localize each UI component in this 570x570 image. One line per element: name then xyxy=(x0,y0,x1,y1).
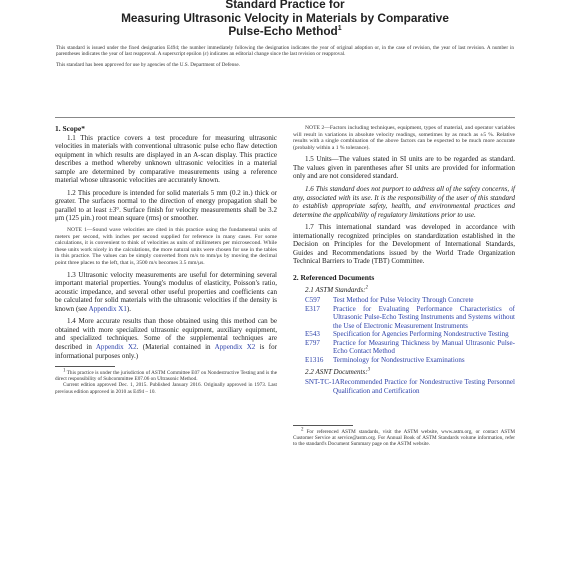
right-column xyxy=(293,125,515,448)
reference-item[interactable] xyxy=(305,296,515,305)
reference-title-link[interactable]: Recommended Practice for Nondestructive Testing Personnel Qualification and Certification xyxy=(333,377,515,395)
reference-title-link[interactable]: Test Method for Pulse Velocity Through Concrete xyxy=(333,296,474,305)
footnote-1-text: This practice is under the jurisdiction of ASTM Committee E07 on Nondestructive Testing and is the direct responsibility of Subcommittee E07.06 on Ultrasonic Method. xyxy=(55,370,277,383)
issuance-note: This standard is issued under the fixed designation E494; the number immediately following the designation indicates the year of original adoption or, in the case of revision, the year of last revision. A number in parentheses indicates the year of last reapproval. A superscript epsilon (ε) indicates an editorial change since the last revision or reapproval. xyxy=(56,44,514,58)
footnote-1 xyxy=(55,370,277,382)
title-footnote-mark: 1 xyxy=(337,25,342,33)
paragraph-1-2: 1.2 This procedure is intended for solid materials 5 mm (0.2 in.) thick or greater. The surfaces normal to the direction of energy propagation shall be parallel to at least ±3°. Surface finish for velocity measurements shall be 3.2 μm (125 μin.) root mean square (rms) or smoother. xyxy=(55,188,277,223)
reference-item[interactable] xyxy=(305,339,515,356)
reference-code-link[interactable]: E1316 xyxy=(305,355,324,364)
note-1: NOTE 1—Sound wave velocities are cited in this practice using the fundamental units of meters per second, with inches per second supplied for reference in many cases. For some calculations, it is convenient to think of velocities as units of millimeters per microsecond. While these units work nicely in the calculations, the more natural units were chosen for use in the tables in this practice. The values can be simply converted from m/s to mm/μs by moving the decimal point three places to the left, that is, 3500 m/s becomes 3.5 mm/μs. xyxy=(55,227,277,266)
scope-heading: 1. Scope* xyxy=(55,124,85,133)
reference-item[interactable] xyxy=(305,330,515,339)
asnt-documents-subheading xyxy=(305,368,515,377)
reference-title-link[interactable]: Practice for Measuring Thickness by Manual Ultrasonic Pulse-Echo Contact Method xyxy=(333,338,515,356)
asnt-reference-list xyxy=(293,378,515,395)
appendix-x1-link[interactable]: Appendix X1 xyxy=(88,304,127,313)
paragraph-1-4-text: 1.4 More accurate results than those obtained using this method can be obtained with more specialized ultrasonic equipment, auxiliary equipment, and specialized techniques. Some of the supplemental techniques are described in xyxy=(55,317,277,351)
paragraph-1-1: 1.1 This practice covers a test procedure for measuring ultrasonic velocities in materials with conventional ultrasonic pulse echo flaw detection equipment in which results are displayed in an A-scan display. This practice describes a method whereby unknown ultrasonic velocities in a material sample are determined by comparative measurements using a reference material whose ultrasonic velocities are accurately known. xyxy=(55,133,277,185)
reference-item[interactable] xyxy=(305,305,515,331)
footnote-2-mark: 2 xyxy=(301,427,304,433)
paragraph-1-3-text: 1.3 Ultrasonic velocity measurements are useful for determining several important material properties. Young's modulus of elasticity, Poisson's ratio, acoustic impedance, and several other useful properties and coefficients can be calculated for solid materials with the ultrasonic velocities if the density is known (see xyxy=(55,270,277,313)
astm-standards-subheading xyxy=(305,286,515,295)
footnote-2-text: For referenced ASTM standards, visit the ASTM website, www.astm.org, or contact ASTM Customer Service at service@astm.org. For Annual Book of ASTM Standards volume information, refer to the standard's Document Summary page on the ASTM website. xyxy=(293,429,516,448)
reference-code-link[interactable]: SNT-TC-1A xyxy=(305,377,340,386)
reference-item[interactable] xyxy=(305,378,515,395)
body-columns xyxy=(55,125,515,448)
paragraph-1-4-mid: . (Material contained in xyxy=(136,342,215,351)
appendix-x2-link[interactable]: Appendix X2 xyxy=(95,342,137,351)
reference-item[interactable] xyxy=(305,356,515,365)
note-2: NOTE 2—Factors including techniques, equipment, types of material, and operator variables will result in variations in absolute velocity readings, sometimes by as much as ±5 %. Relative results with a single combination of the above factors can be expected to be much more accurate (probably within a 1 % tolerance). xyxy=(293,125,515,151)
paragraph-1-4-end: is for informational purposes only.) xyxy=(55,342,277,360)
reference-code-link[interactable]: E543 xyxy=(305,330,320,339)
paragraph-1-5: 1.5 Units—The values stated in SI units are to be regarded as standard. The values given in parentheses after SI units are provided for information only and are not considered standard. xyxy=(293,155,515,181)
title-line-1: Standard Practice for xyxy=(225,0,345,11)
left-column xyxy=(55,125,277,448)
astm-footnote-mark: 2 xyxy=(365,286,368,292)
astm-reference-list xyxy=(293,296,515,364)
footnote-2 xyxy=(293,429,515,448)
paragraph-1-7: 1.7 This international standard was developed in accordance with internationally recognized principles on standardization established in the Decision on Principles for the Development of International Standards, Guides and Recommendations issued by the World Trade Organization Technical Barriers to Trade (TBT) Committee. xyxy=(293,223,515,266)
reference-code-link[interactable]: E797 xyxy=(305,338,320,347)
astm-standards-label: 2.1 ASTM Standards: xyxy=(305,286,366,295)
reference-code-link[interactable]: E317 xyxy=(305,304,320,313)
title-line-3 xyxy=(44,25,526,39)
approval-note: This standard has been approved for use by agencies of the U.S. Department of Defense. xyxy=(56,62,240,69)
reference-title-link[interactable]: Terminology for Nondestructive Examinations xyxy=(333,355,465,364)
paragraph-1-3-end: ). xyxy=(126,304,131,313)
header-notes xyxy=(56,45,514,69)
reference-code-link[interactable]: C597 xyxy=(305,296,321,305)
paragraph-1-3 xyxy=(55,271,277,314)
reference-title-link[interactable]: Practice for Evaluating Performance Characteristics of Ultrasonic Pulse-Echo Testing Instruments and Systems without the Use of Electronic Measurement Instruments xyxy=(333,304,515,330)
document-title xyxy=(44,0,526,39)
appendix-x2-link-2[interactable]: Appendix X2 xyxy=(214,342,256,351)
footnote-edition: Current edition approved Dec. 1, 2015. Published January 2016. Originally approved in 1973. Last previous edition approved in 2010 as E494 – 10. xyxy=(55,382,277,395)
paragraph-1-6: 1.6 This standard does not purport to address all of the safety concerns, if any, associated with its use. It is the responsibility of the user of this standard to establish appropriate safety, health, and environmental practices and determine the applicability of regulatory limitations prior to use. xyxy=(293,185,515,219)
footnote-1-mark: 1 xyxy=(63,368,66,374)
reference-title-link[interactable]: Specification for Agencies Performing Nondestructive Testing xyxy=(333,330,509,339)
footnote-divider-left xyxy=(55,366,115,367)
asnt-footnote-mark: 3 xyxy=(367,368,371,374)
title-line-2: Measuring Ultrasonic Velocity in Materials by Comparative xyxy=(121,10,449,25)
footnote-divider-right xyxy=(293,425,353,426)
referenced-documents-heading: 2. Referenced Documents xyxy=(293,272,375,282)
paragraph-1-4 xyxy=(55,317,277,360)
header-divider xyxy=(55,117,515,118)
asnt-documents-label: 2.2 ASNT Documents: xyxy=(305,368,368,377)
title-line-3-text: Pulse-Echo Method xyxy=(228,24,338,39)
